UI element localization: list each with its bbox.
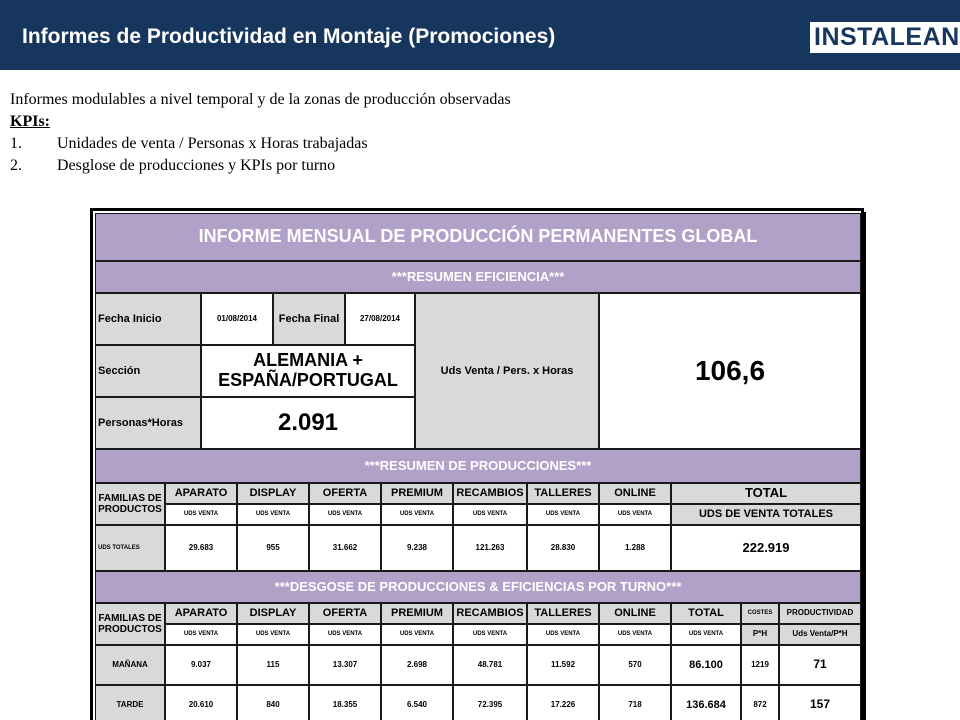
production-unit-label: UDS VENTA — [237, 504, 309, 525]
production-category-header: DISPLAY — [237, 483, 309, 504]
production-unit-label: UDS VENTA — [599, 504, 671, 525]
shift-unit-label: UDS VENTA — [381, 624, 453, 645]
kpi-item — [10, 133, 910, 155]
start-date-value: 01/08/2014 — [201, 293, 273, 345]
production-category-header: ONLINE — [599, 483, 671, 504]
shift-category-header: PREMIUM — [381, 603, 453, 624]
kpi-heading: KPIs: — [10, 113, 50, 130]
shift-value: 17.226 — [527, 685, 599, 720]
section-value: ALEMANIA + ESPAÑA/PORTUGAL — [201, 345, 415, 397]
intro-description: Informes modulables a nivel temporal y de la zonas de producción observadas — [10, 91, 511, 108]
person-hours-value: 2.091 — [201, 397, 415, 449]
shift-unit-label: UDS VENTA — [165, 624, 237, 645]
shifts-heading: ***DESGOSE DE PRODUCCIONES & EFICIENCIAS POR TURNO*** — [95, 571, 861, 603]
shift-unit-label: UDS VENTA — [599, 624, 671, 645]
production-unit-label: UDS VENTA — [381, 504, 453, 525]
production-category-header: PREMIUM — [381, 483, 453, 504]
production-row-label: UDS TOTALES — [95, 525, 165, 571]
intro-text — [10, 89, 910, 177]
production-unit-label: UDS VENTA — [527, 504, 599, 525]
production-unit-label: UDS VENTA — [165, 504, 237, 525]
production-families-label: FAMILIAS DE PRODUCTOS — [95, 483, 165, 525]
shifts-families-label: FAMILIAS DE PRODUCTOS — [95, 603, 165, 645]
production-category-header: RECAMBIOS — [453, 483, 527, 504]
shift-unit-label: UDS VENTA — [237, 624, 309, 645]
production-value: 121.263 — [453, 525, 527, 571]
kpi-text: Desglose de producciones y KPIs por turno — [57, 157, 336, 174]
shift-category-header: DISPLAY — [237, 603, 309, 624]
production-value: 9.238 — [381, 525, 453, 571]
page-title: Informes de Productividad en Montaje (Promociones) — [22, 25, 556, 48]
section-label: Sección — [95, 345, 201, 397]
shift-value: 115 — [237, 645, 309, 685]
end-date-label: Fecha Final — [273, 293, 345, 345]
shift-value: 13.307 — [309, 645, 381, 685]
shift-unit-label: UDS VENTA — [453, 624, 527, 645]
shift-productivity-sub-label: Uds Venta/P*H — [779, 624, 861, 645]
shift-productivity-header: PRODUCTIVIDAD — [779, 603, 861, 624]
production-category-header: OFERTA — [309, 483, 381, 504]
shift-value: 2.698 — [381, 645, 453, 685]
efficiency-kpi-value: 106,6 — [599, 293, 861, 449]
shift-productivity-value: 71 — [779, 645, 861, 685]
production-heading: ***RESUMEN DE PRODUCCIONES*** — [95, 449, 861, 483]
shift-value: 6.540 — [381, 685, 453, 720]
shift-value: 11.592 — [527, 645, 599, 685]
shift-costs-value: 1219 — [741, 645, 779, 685]
production-total-header: TOTAL — [671, 483, 861, 504]
kpi-item — [10, 155, 910, 177]
logo-text: INSTALEAN — [814, 23, 960, 51]
production-category-header: APARATO — [165, 483, 237, 504]
production-unit-label: UDS VENTA — [453, 504, 527, 525]
production-value: 31.662 — [309, 525, 381, 571]
efficiency-kpi-label: Uds Venta / Pers. x Horas — [415, 293, 599, 449]
production-value: 29.683 — [165, 525, 237, 571]
company-logo — [810, 22, 960, 53]
production-value: 1.288 — [599, 525, 671, 571]
shift-value: 570 — [599, 645, 671, 685]
production-value: 955 — [237, 525, 309, 571]
end-date-value: 27/08/2014 — [345, 293, 415, 345]
shift-costs-sub-label: P*H — [741, 624, 779, 645]
kpi-number: 2. — [10, 157, 22, 174]
shift-category-header: TALLERES — [527, 603, 599, 624]
shift-category-header: RECAMBIOS — [453, 603, 527, 624]
kpi-list — [10, 133, 910, 177]
production-value: 28.830 — [527, 525, 599, 571]
shift-value: 20.610 — [165, 685, 237, 720]
shift-value: 840 — [237, 685, 309, 720]
shift-value: 9.037 — [165, 645, 237, 685]
shift-row-label: MAÑANA — [95, 645, 165, 685]
report-title: INFORME MENSUAL DE PRODUCCIÓN PERMANENTES GLOBAL — [95, 213, 861, 261]
shift-row-label: TARDE — [95, 685, 165, 720]
shift-unit-label: UDS VENTA — [527, 624, 599, 645]
kpi-number: 1. — [10, 135, 22, 152]
production-total-value: 222.919 — [671, 525, 861, 571]
person-hours-label: Personas*Horas — [95, 397, 201, 449]
shift-total-value: 86.100 — [671, 645, 741, 685]
report-spreadsheet — [90, 208, 864, 720]
shift-total-value: 136.684 — [671, 685, 741, 720]
shift-value: 718 — [599, 685, 671, 720]
shift-value: 18.355 — [309, 685, 381, 720]
efficiency-heading: ***RESUMEN EFICIENCIA*** — [95, 261, 861, 293]
shift-costs-value: 872 — [741, 685, 779, 720]
production-unit-label: UDS VENTA — [309, 504, 381, 525]
shift-total-header: TOTAL — [671, 603, 741, 624]
production-total-sub-label: UDS DE VENTA TOTALES — [671, 504, 861, 525]
shift-value: 72.395 — [453, 685, 527, 720]
shift-productivity-value: 157 — [779, 685, 861, 720]
shift-category-header: ONLINE — [599, 603, 671, 624]
title-bar — [0, 0, 960, 70]
shift-value: 48.781 — [453, 645, 527, 685]
shift-category-header: APARATO — [165, 603, 237, 624]
shift-category-header: OFERTA — [309, 603, 381, 624]
shift-costs-header: COSTES — [741, 603, 779, 624]
production-category-header: TALLERES — [527, 483, 599, 504]
shift-unit-label: UDS VENTA — [309, 624, 381, 645]
shift-unit-label: UDS VENTA — [671, 624, 741, 645]
kpi-text: Unidades de venta / Personas x Horas trabajadas — [57, 135, 368, 152]
start-date-label: Fecha Inicio — [95, 293, 201, 345]
